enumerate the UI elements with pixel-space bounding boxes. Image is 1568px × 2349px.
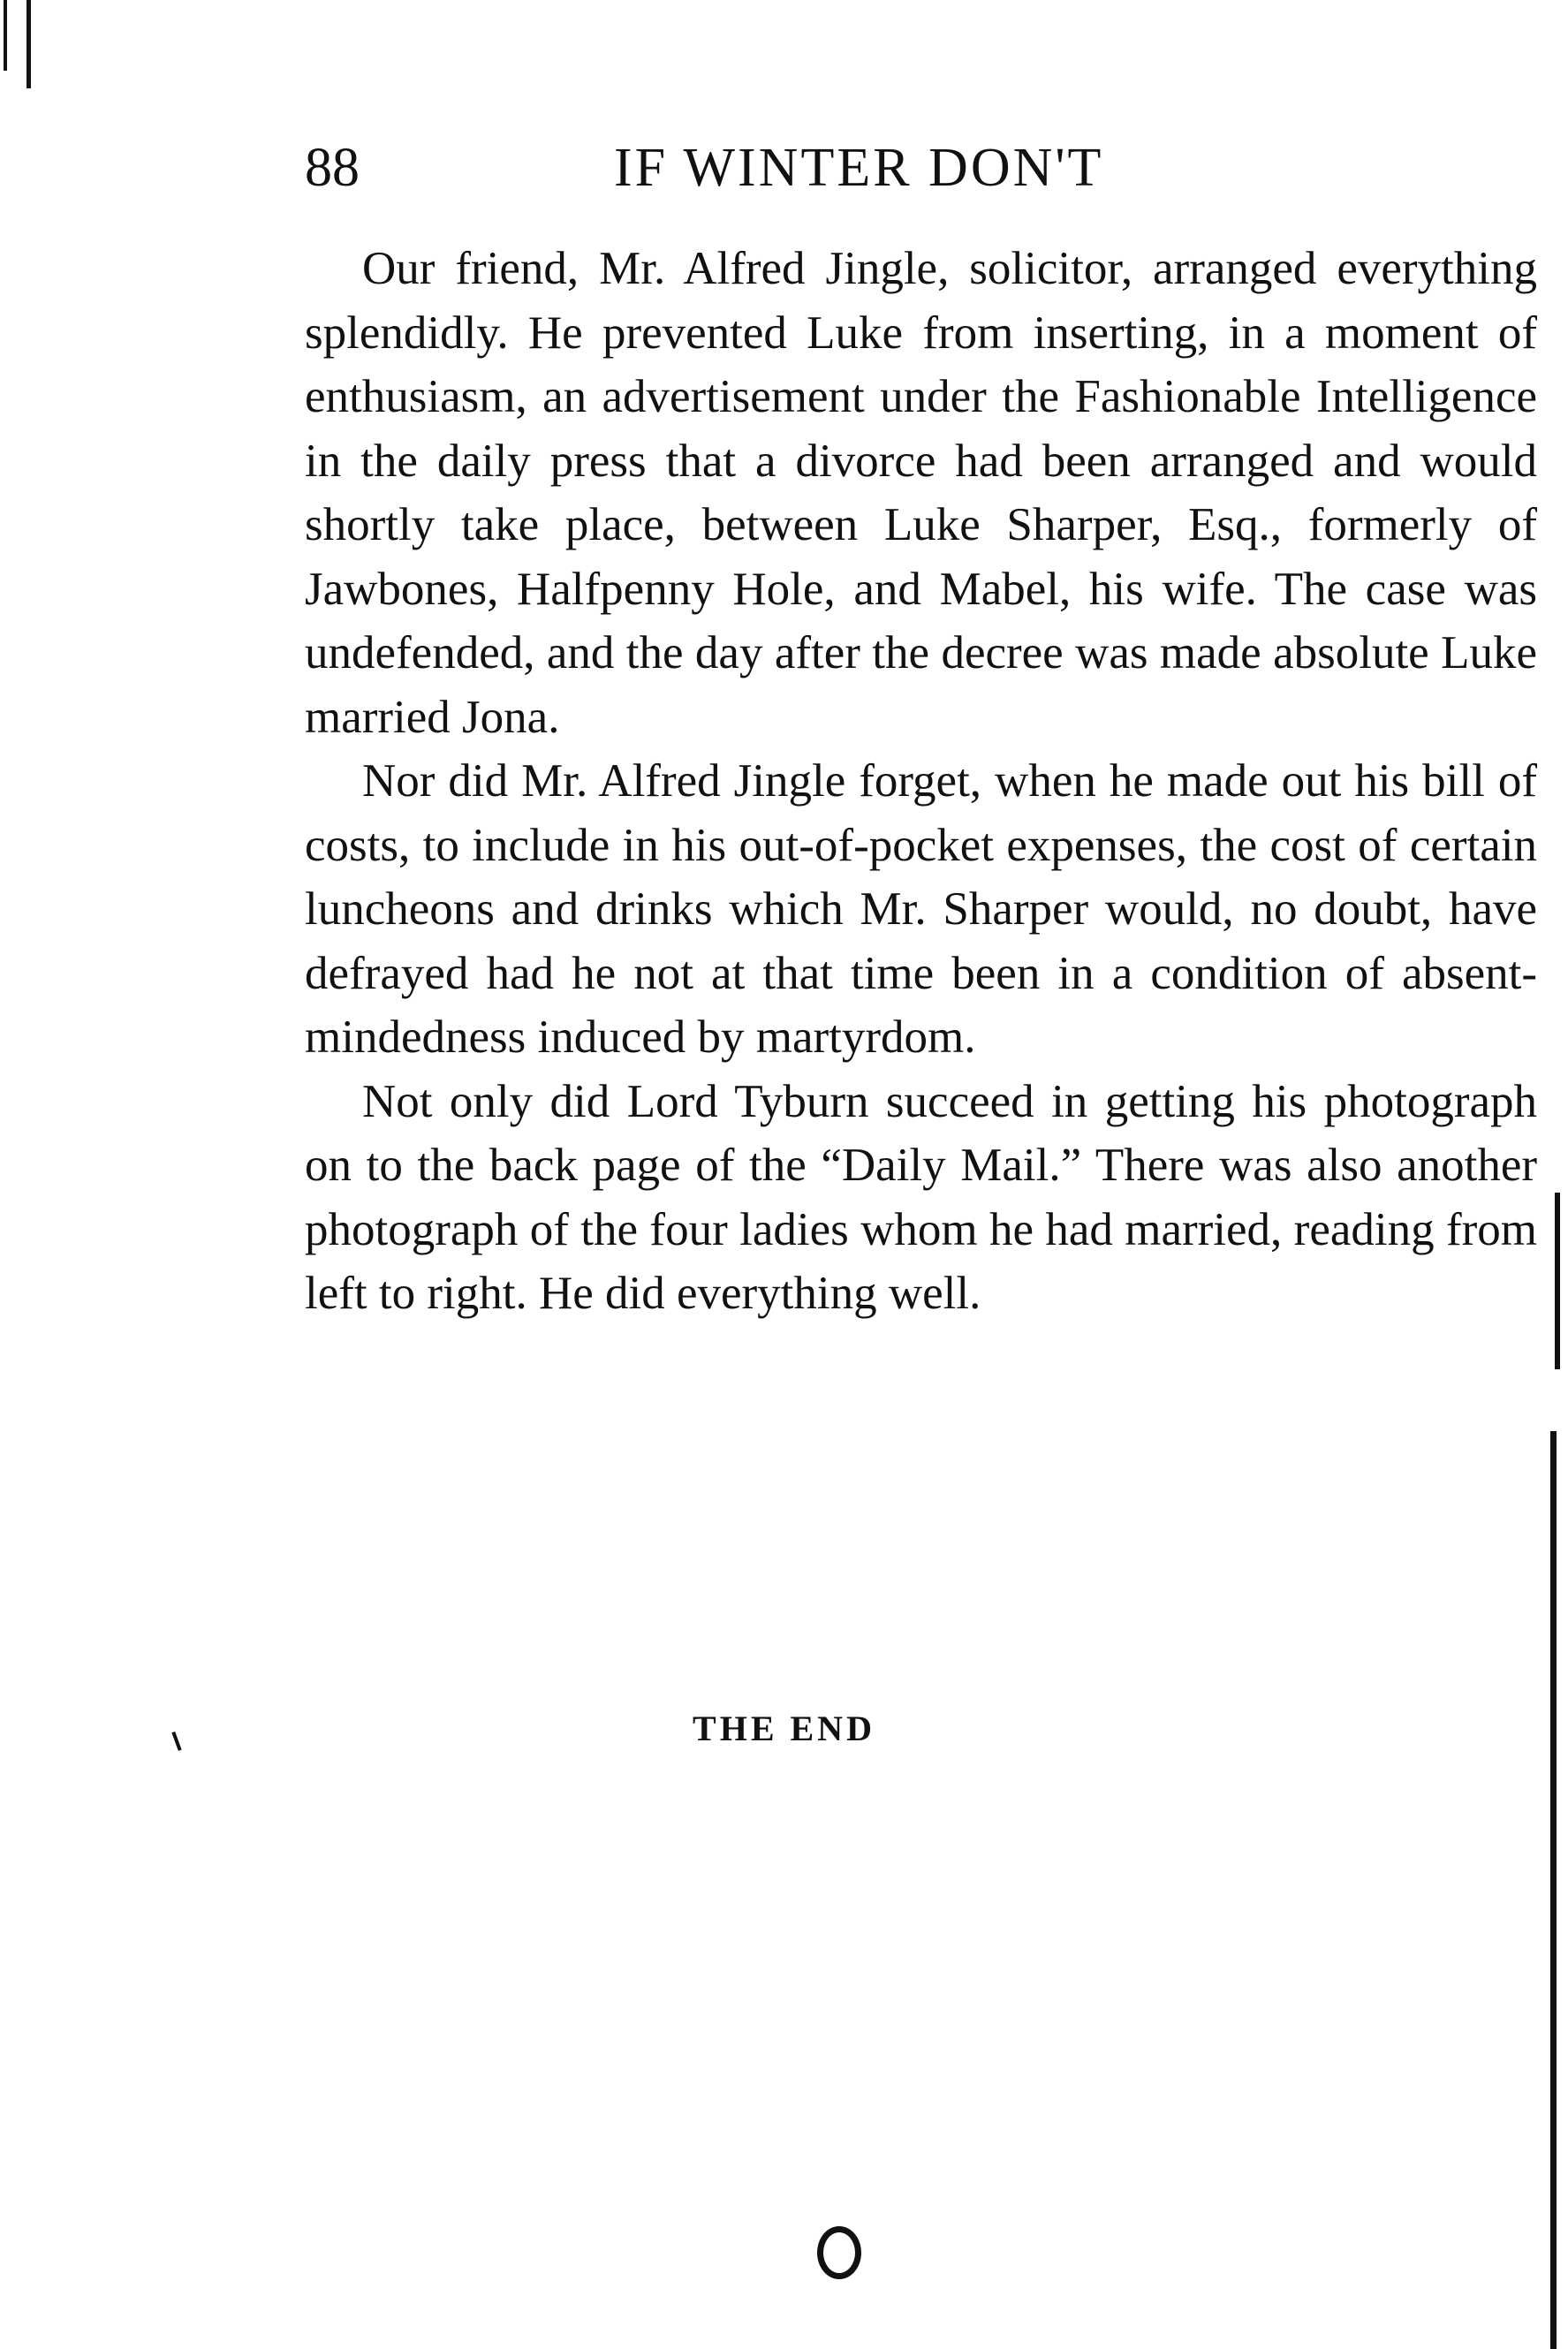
signature-mark-icon: [817, 2226, 861, 2279]
the-end-label: THE END: [693, 1709, 875, 1748]
paragraph-2: Nor did Mr. Alfred Jingle forget, when he made out his bill of costs, to include in his out-of-pocket expenses, the cost of certain luncheons and drinks which Mr. Sharper would, no doubt, have defrayed had he not at that time been in a condition of absent-mindedness induced by martyrdom.: [305, 755, 1537, 1063]
page-number: 88: [305, 138, 360, 198]
left-edge-line-1: [4, 0, 7, 71]
running-title: IF WINTER DON'T: [614, 138, 1104, 198]
right-margin-bar: [1555, 1193, 1560, 1369]
left-edge-line-2: [27, 0, 31, 88]
paragraph-1: Our friend, Mr. Alfred Jingle, solicitor, arranged everything splendidly. He prevented Luke from inserting, in a moment of enthusiasm, an advertisement under the Fashionable Intelligence in the daily press that a divorce had been arranged and would shortly take place, between Luke Sharper, Esq., formerly of Jawbones, Halfpenny Hole, and Mabel, his wife. The case was undefended, and the day after the decree was made absolute Luke married Jona.: [305, 243, 1537, 743]
body-text: [305, 237, 1537, 1326]
right-edge-line: [1550, 1431, 1557, 2349]
paragraph-3: Not only did Lord Tyburn succeed in getting his photograph on to the back page of the “Daily Mail.” There was also another photograph of the four ladies whom he had married, reading from left to right. He did everything well.: [305, 1075, 1537, 1319]
running-header: [305, 133, 1537, 203]
